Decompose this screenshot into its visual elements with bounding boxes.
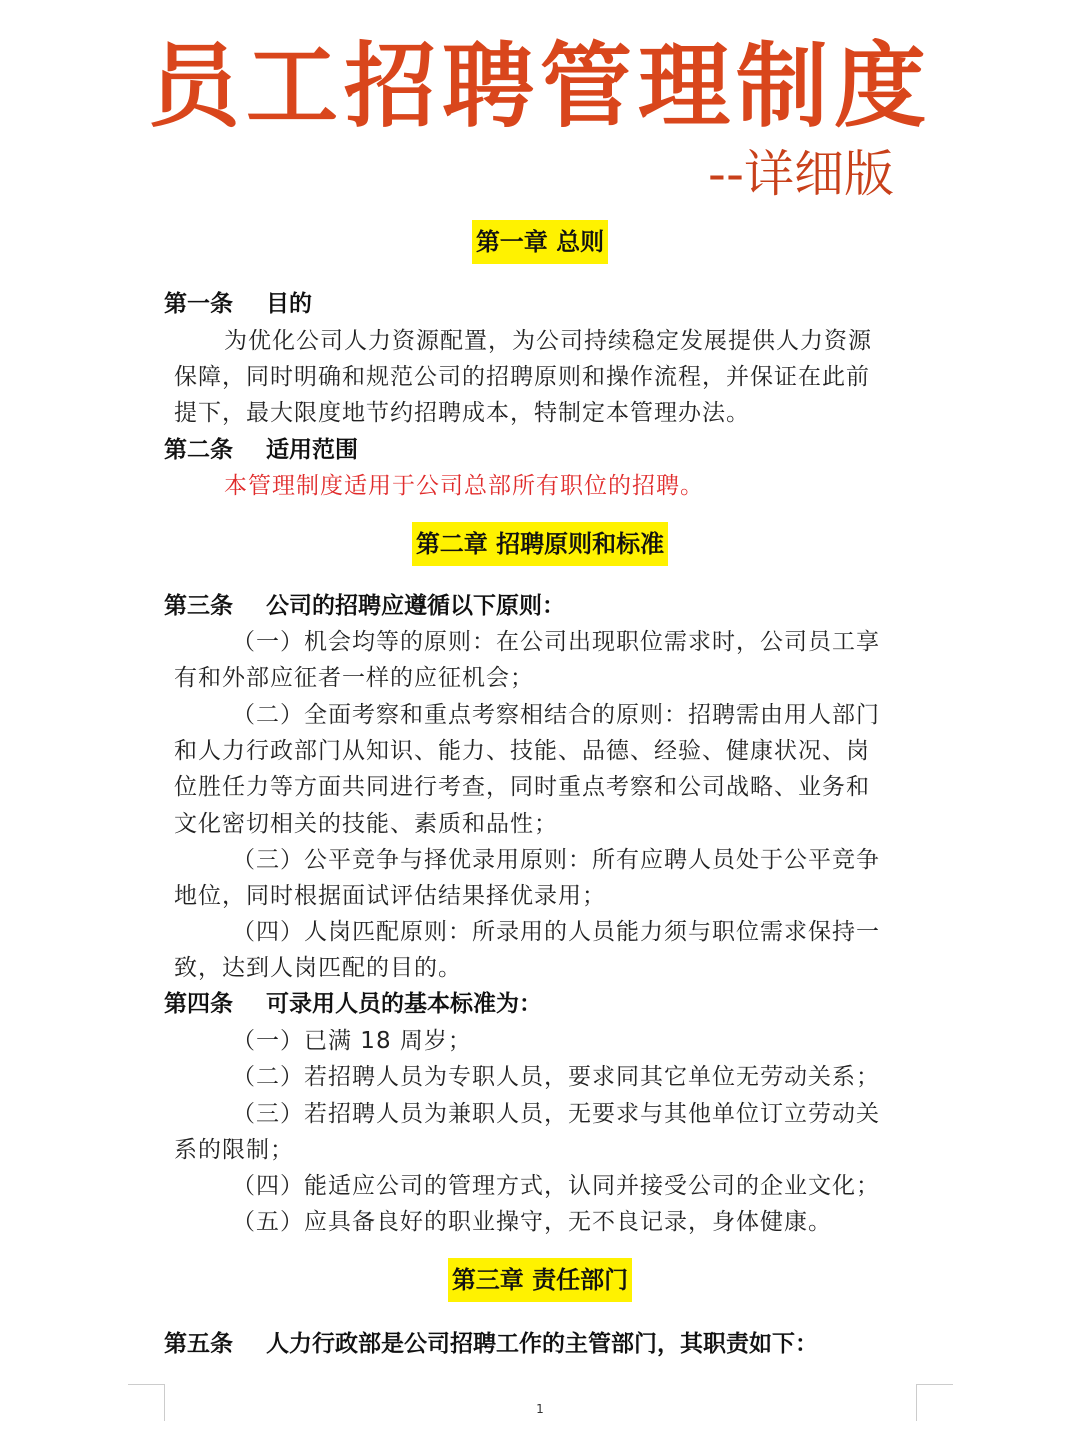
standard-line: （四）能适应公司的管理方式，认同并接受公司的企业文化； [232,1173,880,1199]
article-2-heading [164,432,358,468]
document-subtitle: --详细版 [707,145,894,203]
article-4-heading [164,986,542,1022]
article-3-title: 公司的招聘应遵循以下原则： [266,593,565,619]
chapter-1-label: 第一章 总则 [472,220,608,264]
article-3-number: 第三条 [164,593,233,619]
principle-line: 致，达到人岗匹配的目的。 [174,955,462,981]
standard-line: （三）若招聘人员为兼职人员，无要求与其他单位订立劳动关 [232,1101,880,1127]
principle-line: 有和外部应征者一样的应征机会； [174,665,534,691]
paragraph-line: 提下，最大限度地节约招聘成本，特制定本管理办法。 [174,400,750,426]
document-title: 员工招聘管理制度 [147,33,932,140]
standard-line: （一）已满 18 周岁； [232,1028,472,1054]
article-2-number: 第二条 [164,437,233,463]
page-number: 1 [536,1402,544,1416]
article-1-heading [164,286,312,322]
article-2-title: 适用范围 [266,437,358,463]
principle-line: 地位，同时根据面试评估结果择优录用； [174,883,606,909]
principle-line: 和人力行政部门从知识、能力、技能、品德、经验、健康状况、岗 [174,738,870,764]
scope-statement: 本管理制度适用于公司总部所有职位的招聘。 [224,473,704,499]
standard-line: （五）应具备良好的职业操守，无不良记录，身体健康。 [232,1209,832,1235]
article-1-title: 目的 [266,291,312,317]
principle-line: （四）人岗匹配原则：所录用的人员能力须与职位需求保持一 [232,919,880,945]
paragraph-line: 为优化公司人力资源配置，为公司持续稳定发展提供人力资源 [224,328,872,354]
article-5-title: 人力行政部是公司招聘工作的主管部门，其职责如下： [266,1331,818,1357]
chapter-1-heading [0,220,1080,264]
paragraph-line: 保障，同时明确和规范公司的招聘原则和操作流程，并保证在此前 [174,364,870,390]
principle-line: （三）公平竞争与择优录用原则：所有应聘人员处于公平竞争 [232,847,880,873]
article-4-number: 第四条 [164,991,233,1017]
article-1-number: 第一条 [164,291,233,317]
standard-line: （二）若招聘人员为专职人员，要求同其它单位无劳动关系； [232,1064,880,1090]
article-5-heading [164,1326,818,1362]
article-5-number: 第五条 [164,1331,233,1357]
chapter-2-heading [0,522,1080,566]
article-3-heading [164,588,565,624]
principle-line: （一）机会均等的原则：在公司出现职位需求时，公司员工享 [232,629,880,655]
standard-line: 系的限制； [174,1137,294,1163]
principle-line: 文化密切相关的技能、素质和品性； [174,811,558,837]
chapter-2-label: 第二章 招聘原则和标准 [412,522,668,566]
article-4-title: 可录用人员的基本标准为： [266,991,542,1017]
principle-line: 位胜任力等方面共同进行考查，同时重点考察和公司战略、业务和 [174,774,870,800]
chapter-3-label: 第三章 责任部门 [448,1258,632,1302]
chapter-3-heading [0,1258,1080,1302]
principle-line: （二）全面考察和重点考察相结合的原则：招聘需由用人部门 [232,702,880,728]
